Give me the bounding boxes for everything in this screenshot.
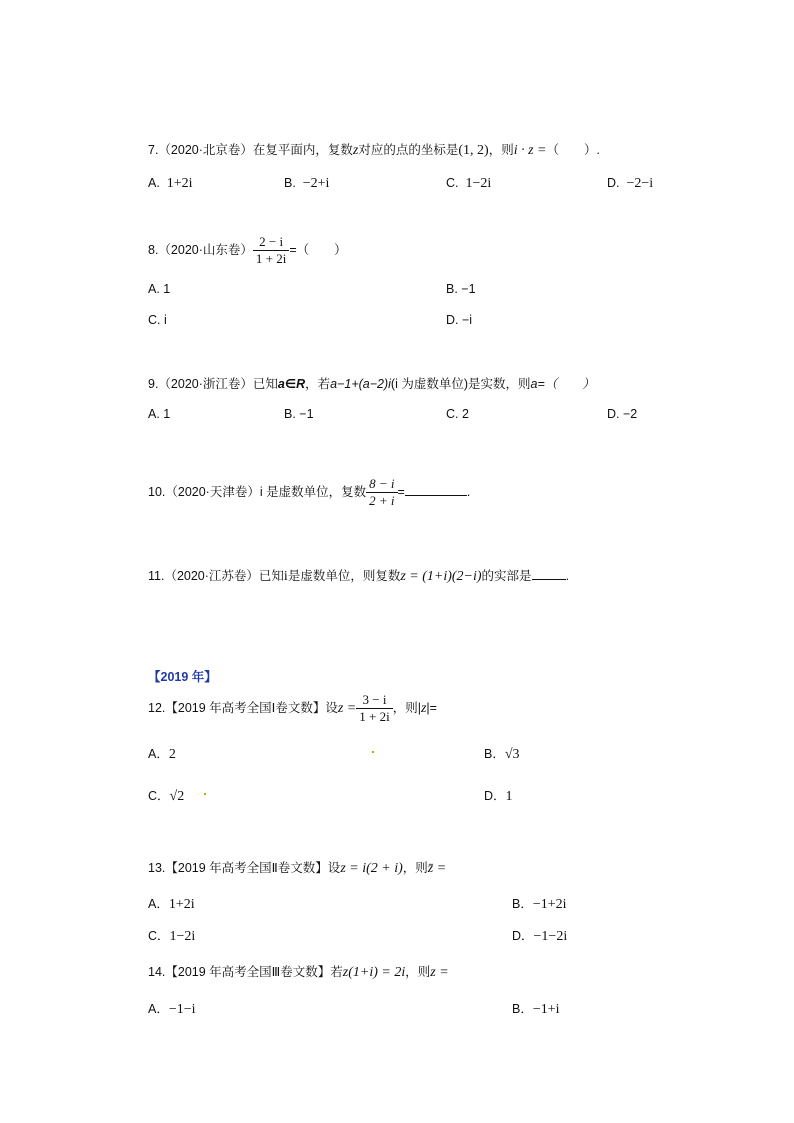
question-10: 10.（2020·天津卷）i 是虚数单位，复数 $\frac{8 - i}{2 + i}$ = . — [148, 476, 471, 508]
question-9: 9.（2020·浙江卷）已知a∈R，若a−1+(a−2)i(i 为虚数单位)是实数，则a=（ ） — [148, 377, 595, 391]
q13-option-b: B．−1+2i — [512, 897, 567, 912]
q8-fraction: $\frac{2 - i}{1 + 2i}$ — [253, 234, 289, 267]
question-7 — [148, 140, 600, 159]
q9-option-d: D. −2 — [607, 407, 638, 421]
stray-mark — [372, 751, 374, 753]
q7-option-c: C. 1−2i — [446, 176, 492, 191]
q12-option-c: C．√2 — [148, 789, 185, 804]
q10-answer-blank[interactable] — [405, 483, 467, 496]
q12-fraction: $\frac{3 - i}{1 + 2i}$ — [356, 692, 392, 725]
question-11: 11.（2020·江苏卷）已知i是虚数单位，则复数z = (1+i)(2−i)的实部是 . — [148, 569, 570, 584]
q8-option-b: B. −1 — [446, 282, 476, 296]
q7-text: 7.（2020·北京卷）在复平面内，复数 — [148, 143, 353, 157]
q9-expr: a−1+(a−2)i — [330, 377, 391, 391]
q13-option-c: C．1−2i — [148, 929, 196, 944]
q8-option-d: D. −i — [446, 313, 473, 327]
q7-point: (1, 2) — [458, 143, 489, 158]
q7-mid: 对应的点的坐标是 — [358, 143, 459, 157]
q8-text: 8.（2020·山东卷） — [148, 242, 253, 257]
question-12: 12.【2019 年高考全国Ⅰ卷文数】设z = $\frac{3 - i}{1 + 2i}$ ，则|z|= — [148, 692, 437, 724]
q12-option-a: A．2 — [148, 747, 176, 762]
section-heading-2019: 【2019 年】 — [148, 670, 217, 684]
q10-fraction: $\frac{8 - i}{2 + i}$ — [366, 476, 397, 509]
q14-option-b: B．−1+i — [512, 1002, 560, 1017]
q14-expr: z(1+i) = 2i — [342, 965, 406, 980]
q8-option-c: C. i — [148, 313, 167, 327]
q7-expr: i · z = — [513, 143, 547, 158]
q7-option-a: A. 1+2i — [148, 176, 193, 191]
q9-condition: a∈R — [277, 377, 306, 391]
stray-mark — [204, 793, 206, 795]
q14-option-a: A．−1−i — [148, 1002, 196, 1017]
q7-tail: ，则 — [488, 143, 514, 157]
q7-option-d: D. −2−i — [607, 176, 654, 191]
q11-expr: z = (1+i)(2−i) — [400, 569, 482, 584]
q13-expr: z = i(2 + i) — [340, 861, 403, 876]
q9-option-b: B. −1 — [284, 407, 314, 421]
q7-z: z — [352, 143, 359, 158]
q8-option-a: A. 1 — [148, 282, 171, 296]
q8-tail: =（ ） — [289, 242, 347, 257]
q12-option-d: D．1 — [484, 789, 513, 804]
q7-paren: （ ）. — [546, 143, 600, 157]
question-14: 14.【2019 年高考全国Ⅲ卷文数】若z(1+i) = 2i，则z = — [148, 965, 449, 980]
q13-option-a: A．1+2i — [148, 897, 195, 912]
q7-option-b: B. −2+i — [284, 176, 330, 191]
q13-option-d: D．−1−2i — [512, 929, 568, 944]
q12-option-b: B．√3 — [484, 747, 520, 762]
question-13: 13.【2019 年高考全国Ⅱ卷文数】设z = i(2 + i)，则z̄ = — [148, 861, 447, 876]
q9-option-a: A. 1 — [148, 407, 171, 421]
q11-answer-blank[interactable] — [532, 567, 566, 580]
question-8 — [148, 234, 347, 267]
q9-option-c: C. 2 — [446, 407, 469, 421]
